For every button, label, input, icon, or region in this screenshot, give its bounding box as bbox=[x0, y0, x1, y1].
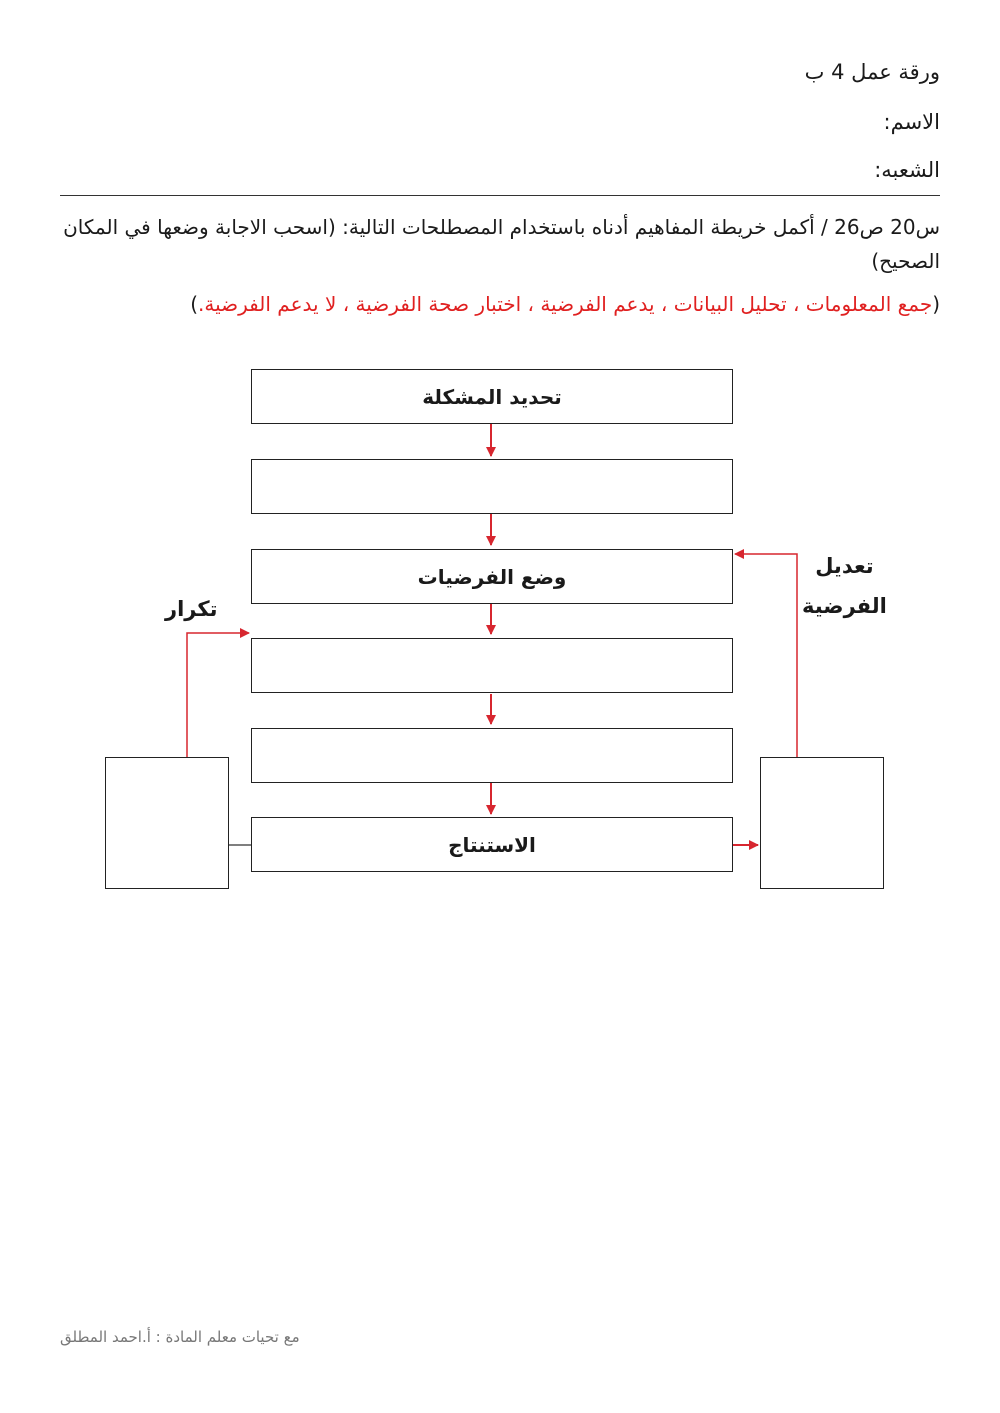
terms-open-paren: ( bbox=[932, 292, 940, 316]
modify-label-line2: الفرضية bbox=[802, 594, 887, 618]
terms-text: جمع المعلومات ، تحليل البيانات ، يدعم الفرضية ، اختبار صحة الفرضية ، لا يدعم الفرضية. bbox=[198, 292, 933, 316]
repeat-arrow bbox=[187, 633, 249, 757]
footer-credit: مع تحيات معلم المادة : أ.احمد المطلق bbox=[60, 1328, 300, 1346]
name-label: الاسم: bbox=[883, 110, 940, 134]
modify-arrow bbox=[735, 554, 797, 757]
repeat-label: تكرار bbox=[165, 597, 218, 621]
terms-close-paren: ) bbox=[190, 292, 199, 316]
question-text: س20 ص26 / أكمل خريطة المفاهيم أدناه باستخدام المصطلحات التالية: (اسحب الاجابة وضعها في المكان الصحيح) bbox=[63, 215, 940, 273]
section-label: الشعبه: bbox=[874, 158, 940, 182]
outcome-drop-target-left[interactable] bbox=[105, 757, 229, 889]
step-drop-target-2[interactable] bbox=[251, 638, 733, 693]
step-drop-target-3[interactable] bbox=[251, 728, 733, 783]
step-define-problem: تحديد المشكلة bbox=[251, 369, 733, 424]
outcome-drop-target-right[interactable] bbox=[760, 757, 884, 889]
step-conclusion: الاستنتاج bbox=[251, 817, 733, 872]
modify-hypothesis-label bbox=[802, 546, 887, 626]
step-drop-target-1[interactable] bbox=[251, 459, 733, 514]
modify-label-line1: تعديل bbox=[815, 554, 874, 578]
step-form-hypotheses: وضع الفرضيات bbox=[251, 549, 733, 604]
worksheet-title: ورقة عمل 4 ب bbox=[804, 60, 940, 84]
